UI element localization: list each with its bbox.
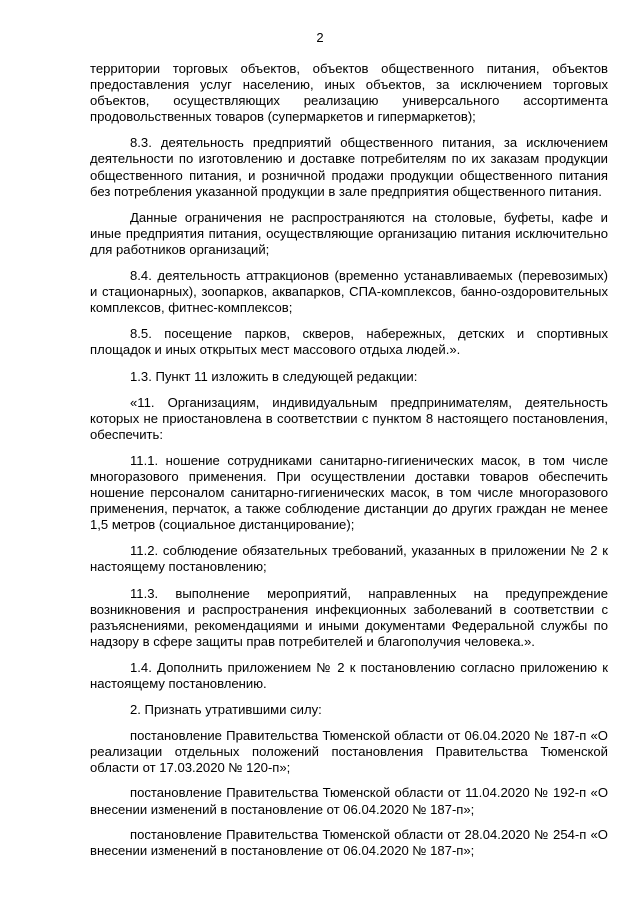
paragraph-2: 2. Признать утратившими силу:	[130, 702, 322, 718]
paragraph-11-3: 11.3. выполнение мероприятий, направленных на предупреждение возникновения и распространения инфекционных заболеваний в соответствии с разъяснениями, рекомендациями и иными документами Федеральной службы по надзору в сфере защиты прав потребителей и благополучия человека.».	[90, 585, 608, 649]
paragraph-continuation: территории торговых объектов, объектов общественного питания, объектов предоставления услуг населению, иных объектов, за исключением торговых объектов, осуществляющих реализацию универсального ассортимента продовольственных товаров (супермаркетов и гипермаркетов);	[90, 61, 608, 125]
document-body	[90, 61, 608, 868]
paragraph-repealed-254: постановление Правительства Тюменской области от 28.04.2020 № 254-п «О внесении изменений в постановление от 06.04.2020 № 187-п»;	[90, 826, 608, 858]
paragraph-11-1: 11.1. ношение сотрудниками санитарно-гигиенических масок, в том числе многоразового применения. При осуществлении доставки товаров обеспечить ношение персоналом санитарно-гигиенических масок, в том числе многоразового применения, перчаток, а также соблюдение дистанции до других граждан не менее 1,5 метров (социальное дистанцирование);	[90, 452, 608, 533]
paragraph-1-4: 1.4. Дополнить приложением № 2 к постановлению согласно приложению к настоящему постановлению.	[90, 659, 608, 691]
paragraph-8-5: 8.5. посещение парков, скверов, набережных, детских и спортивных площадок и иных открытых мест массового отдыха людей.».	[90, 326, 608, 358]
paragraph-8-3: 8.3. деятельность предприятий общественного питания, за исключением деятельности по изготовлению и доставке потребителям по их заказам продукции общественного питания, и розничной продажи продукции общественного питания без потребления указанной продукции в зале предприятия общественного питания.	[90, 135, 608, 199]
paragraph-11-2: 11.2. соблюдение обязательных требований, указанных в приложении № 2 к настоящему постановлению;	[90, 543, 608, 575]
paragraph-repealed-192: постановление Правительства Тюменской области от 11.04.2020 № 192-п «О внесении изменений в постановление от 06.04.2020 № 187-п»;	[90, 785, 608, 817]
paragraph-exception-note: Данные ограничения не распространяются на столовые, буфеты, кафе и иные предприятия питания, осуществляющие организацию питания исключительно для работников организаций;	[90, 209, 608, 257]
page-number: 2	[316, 30, 324, 45]
paragraph-11: «11. Организациям, индивидуальным предпринимателям, деятельность которых не приостановлена в соответствии с пунктом 8 настоящего постановления, обеспечить:	[90, 394, 608, 442]
paragraph-repealed-187: постановление Правительства Тюменской области от 06.04.2020 № 187-п «О реализации отдельных положений постановления Правительства Тюменской области от 17.03.2020 № 120-п»;	[90, 728, 608, 776]
paragraph-1-3: 1.3. Пункт 11 изложить в следующей редакции:	[130, 368, 418, 384]
paragraph-8-4: 8.4. деятельность аттракционов (временно устанавливаемых (перевозимых) и стационарных), зоопарков, аквапарков, СПА-комплексов, банно-оздоровительных комплексов, фитнес-комплексов;	[90, 268, 608, 316]
